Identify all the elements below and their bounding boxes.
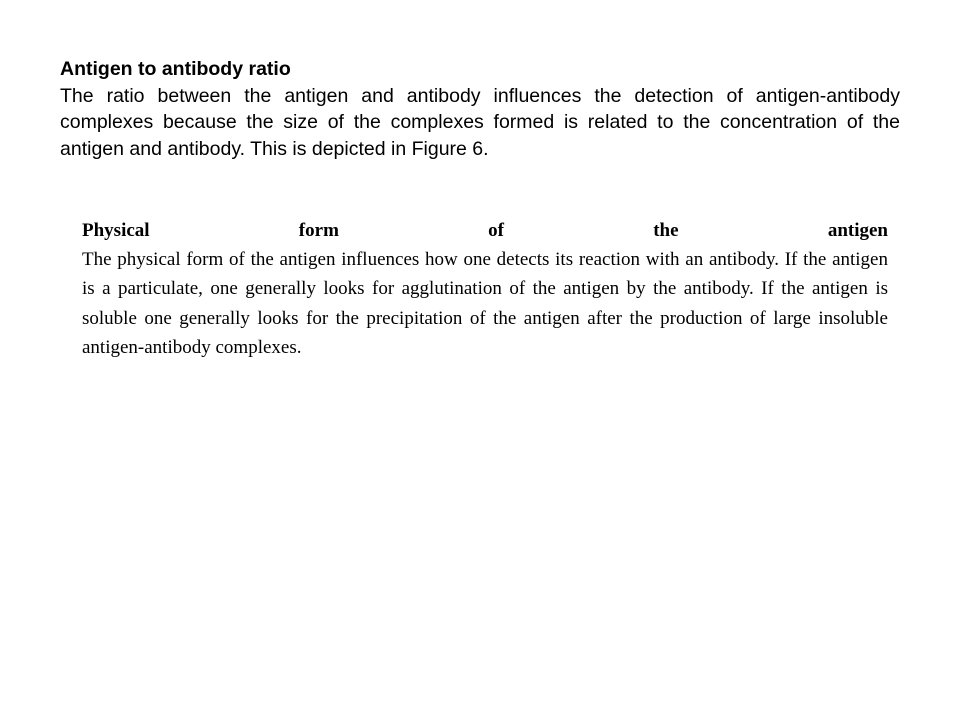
section-body-text: The ratio between the antigen and antibody influences the detection of antigen-antibody complexes because the size of the complexes formed is related to the concentration of the antigen and antibody. This is depicted in Figure 6. [60, 84, 900, 160]
antigen-antibody-ratio-section [60, 56, 900, 162]
section-body-text: The physical form of the antigen influences how one detects its reaction with an antibody. If the antigen is a particulate, one generally looks for agglutination of the antigen by the antibody. If the antigen is soluble one generally looks for the precipitation of the antigen after the production of large insoluble antigen-antibody complexes. [82, 249, 888, 358]
section-heading: Physical form of the antigen [82, 220, 888, 241]
section-heading: Antigen to antibody ratio [60, 58, 291, 80]
physical-form-section [82, 216, 888, 362]
